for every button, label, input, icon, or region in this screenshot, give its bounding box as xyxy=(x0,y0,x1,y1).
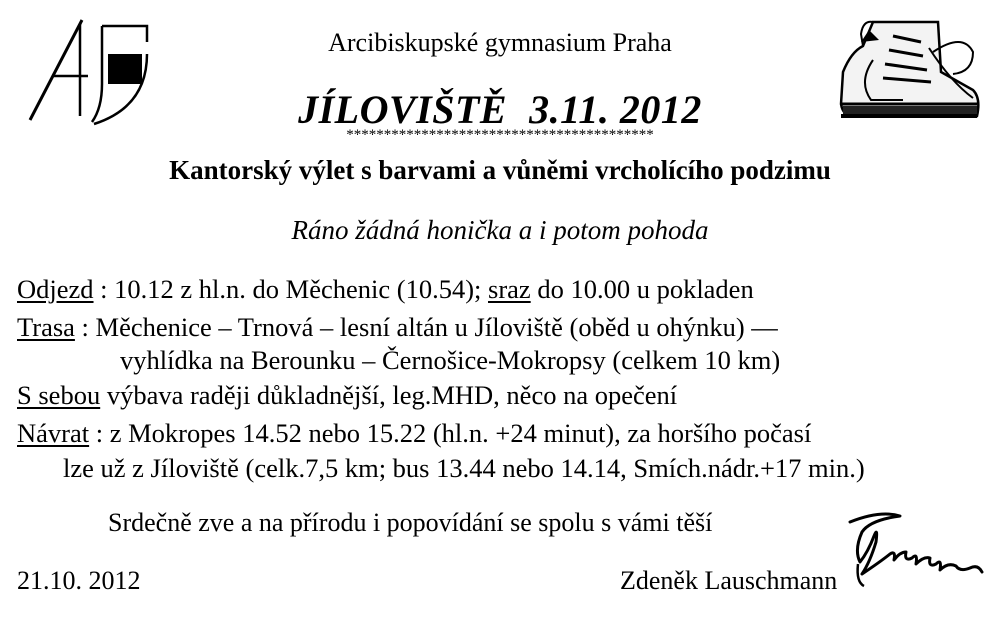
route-continuation: vyhlídka na Berounku – Černošice-Mokropsy (celkem 10 km) xyxy=(120,345,781,375)
departure-line xyxy=(17,274,754,305)
return-label: Návrat xyxy=(17,418,90,448)
event-subtitle: Kantorský výlet s barvami a vůněmi vrcholícího podzimu xyxy=(169,155,831,185)
route-line xyxy=(17,312,778,343)
event-place: JÍLOVIŠTĚ xyxy=(298,87,508,132)
issue-date: 21.10. 2012 xyxy=(17,566,141,595)
return-text: : z Mokropes 14.52 nebo 15.22 (hl.n. +24 minut), za horšího počasí xyxy=(89,418,812,448)
departure-label: Odjezd xyxy=(17,274,94,304)
bring-line xyxy=(17,380,677,411)
handwritten-signature xyxy=(840,502,990,602)
event-motto: Ráno žádná honička a i potom pohoda xyxy=(291,215,709,245)
meet-label: sraz xyxy=(488,274,531,304)
star-divider: ***************************************** xyxy=(346,127,654,143)
bring-label: S sebou xyxy=(17,380,101,410)
author-name: Zdeněk Lauschmann xyxy=(620,566,838,595)
event-date: 3.11. 2012 xyxy=(529,87,702,132)
meet-text: do 10.00 u pokladen xyxy=(530,274,754,304)
return-line xyxy=(17,418,811,449)
departure-text: : 10.12 z hl.n. do Měchenic (10.54); xyxy=(93,274,489,304)
event-title xyxy=(0,86,1000,133)
return-continuation: lze už z Jíloviště (celk.7,5 km; bus 13.44 nebo 14.14, Smích.nádr.+17 min.) xyxy=(63,453,865,483)
bring-text: výbava raději důkladnější, leg.MHD, něco na opečení xyxy=(100,380,678,410)
route-label: Trasa xyxy=(17,312,75,342)
school-name: Arcibiskupské gymnasium Praha xyxy=(328,28,672,57)
invitation-text: Srdečně zve a na přírodu i popovídání se spolu s vámi těší xyxy=(108,508,713,537)
route-text: : Měchenice – Trnová – lesní altán u Jíloviště (oběd u ohýnku) — xyxy=(74,312,778,342)
